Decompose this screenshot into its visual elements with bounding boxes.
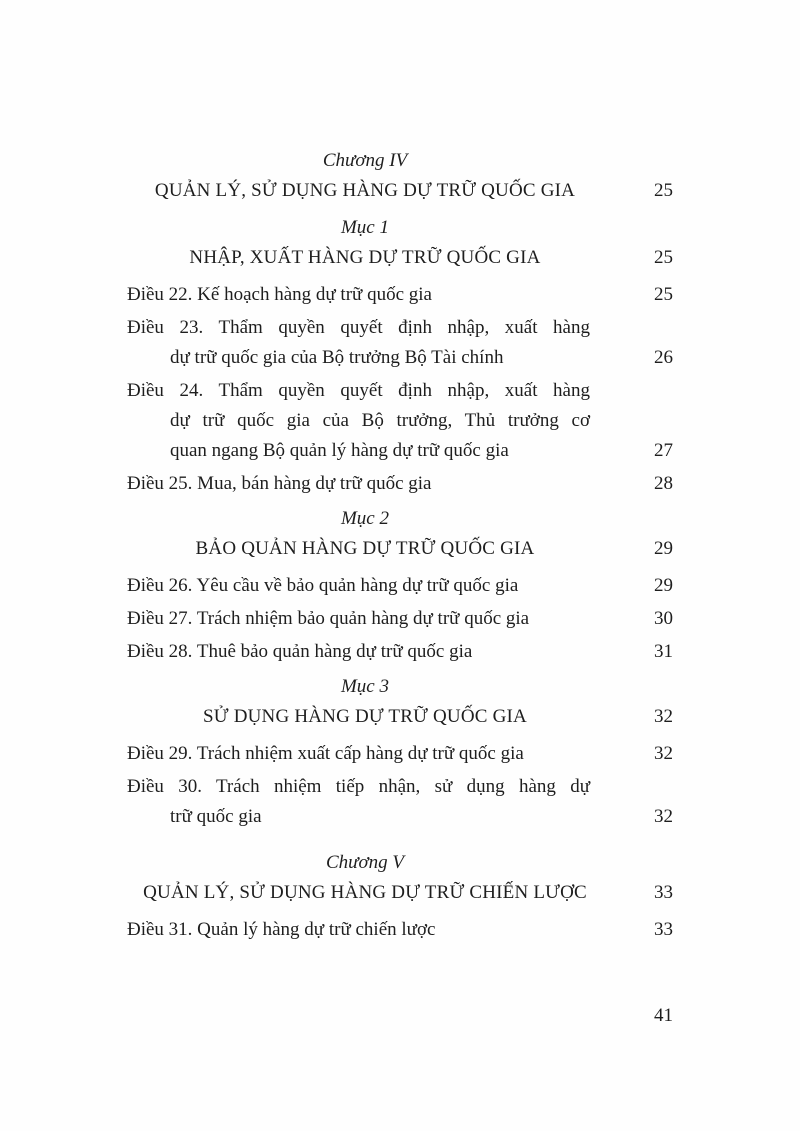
toc-page-number: 32	[654, 706, 673, 727]
toc-entry-line: quan ngang Bộ quản lý hàng dự trữ quốc gia	[170, 440, 509, 461]
toc-page-number: 31	[654, 641, 673, 662]
toc-page-number: 29	[654, 538, 673, 559]
toc-page-number: 32	[654, 806, 673, 827]
chapter-kicker: Chương V	[325, 852, 405, 873]
toc-page-number: 28	[654, 473, 673, 494]
toc-entry-line: Điều 23. Thẩm quyền quyết định nhập, xuất hàng	[127, 317, 590, 338]
section-title: BẢO QUẢN HÀNG DỰ TRỮ QUỐC GIA	[195, 538, 535, 559]
toc-entry	[127, 772, 673, 832]
toc-page-number: 26	[654, 347, 673, 368]
toc-entry	[127, 915, 673, 945]
toc-page-number: 25	[654, 180, 673, 201]
toc-page-number: 25	[654, 247, 673, 268]
toc-page-number: 33	[654, 882, 673, 903]
toc-entry-line: trữ quốc gia	[170, 806, 262, 827]
section-kicker: Mục 1	[340, 217, 389, 238]
section-kicker: Mục 2	[340, 508, 389, 529]
toc-entry-line: Điều 26. Yêu cầu về bảo quản hàng dự trữ quốc gia	[127, 575, 519, 596]
section-kicker: Mục 3	[340, 676, 389, 697]
toc-entry	[127, 376, 673, 466]
toc-page-number: 30	[654, 608, 673, 629]
toc-entry-line: Điều 27. Trách nhiệm bảo quản hàng dự trữ quốc gia	[127, 608, 530, 629]
folio-page-number: 41	[654, 1005, 673, 1026]
table-of-contents	[127, 146, 673, 948]
section-heading	[127, 213, 673, 273]
toc-page-number: 27	[654, 440, 673, 461]
section-title: SỬ DỤNG HÀNG DỰ TRỮ QUỐC GIA	[203, 706, 527, 727]
toc-entry	[127, 604, 673, 634]
toc-entry-line: Điều 22. Kế hoạch hàng dự trữ quốc gia	[127, 284, 432, 305]
section-heading	[127, 504, 673, 564]
toc-entry	[127, 739, 673, 769]
toc-entry	[127, 313, 673, 373]
toc-page-number: 33	[654, 919, 673, 940]
toc-entry-line: dự trữ quốc gia của Bộ trưởng Bộ Tài chính	[170, 347, 504, 368]
chapter-title: QUẢN LÝ, SỬ DỤNG HÀNG DỰ TRỮ CHIẾN LƯỢC	[143, 882, 587, 903]
toc-entry	[127, 469, 673, 499]
chapter-kicker: Chương IV	[322, 150, 408, 171]
toc-entry-line: Điều 25. Mua, bán hàng dự trữ quốc gia	[127, 473, 432, 494]
toc-entry-line: dự trữ quốc gia của Bộ trưởng, Thủ trưởng cơ	[170, 410, 590, 431]
toc-page-number: 32	[654, 743, 673, 764]
section-heading	[127, 672, 673, 732]
chapter-heading	[127, 848, 673, 908]
toc-entry-line: Điều 31. Quản lý hàng dự trữ chiến lược	[127, 919, 436, 940]
chapter-title: QUẢN LÝ, SỬ DỤNG HÀNG DỰ TRỮ QUỐC GIA	[154, 180, 576, 201]
toc-entry	[127, 571, 673, 601]
toc-page-number: 25	[654, 284, 673, 305]
section-title: NHẬP, XUẤT HÀNG DỰ TRỮ QUỐC GIA	[189, 247, 541, 268]
toc-entry-line: Điều 28. Thuê bảo quản hàng dự trữ quốc gia	[127, 641, 473, 662]
toc-entry	[127, 280, 673, 310]
toc-entry-line: Điều 24. Thẩm quyền quyết định nhập, xuất hàng	[127, 380, 590, 401]
toc-entry	[127, 637, 673, 667]
toc-entry-line: Điều 30. Trách nhiệm tiếp nhận, sử dụng hàng dự	[127, 776, 590, 797]
toc-page-number: 29	[654, 575, 673, 596]
chapter-heading	[127, 146, 673, 206]
toc-entry-line: Điều 29. Trách nhiệm xuất cấp hàng dự trữ quốc gia	[127, 743, 524, 764]
